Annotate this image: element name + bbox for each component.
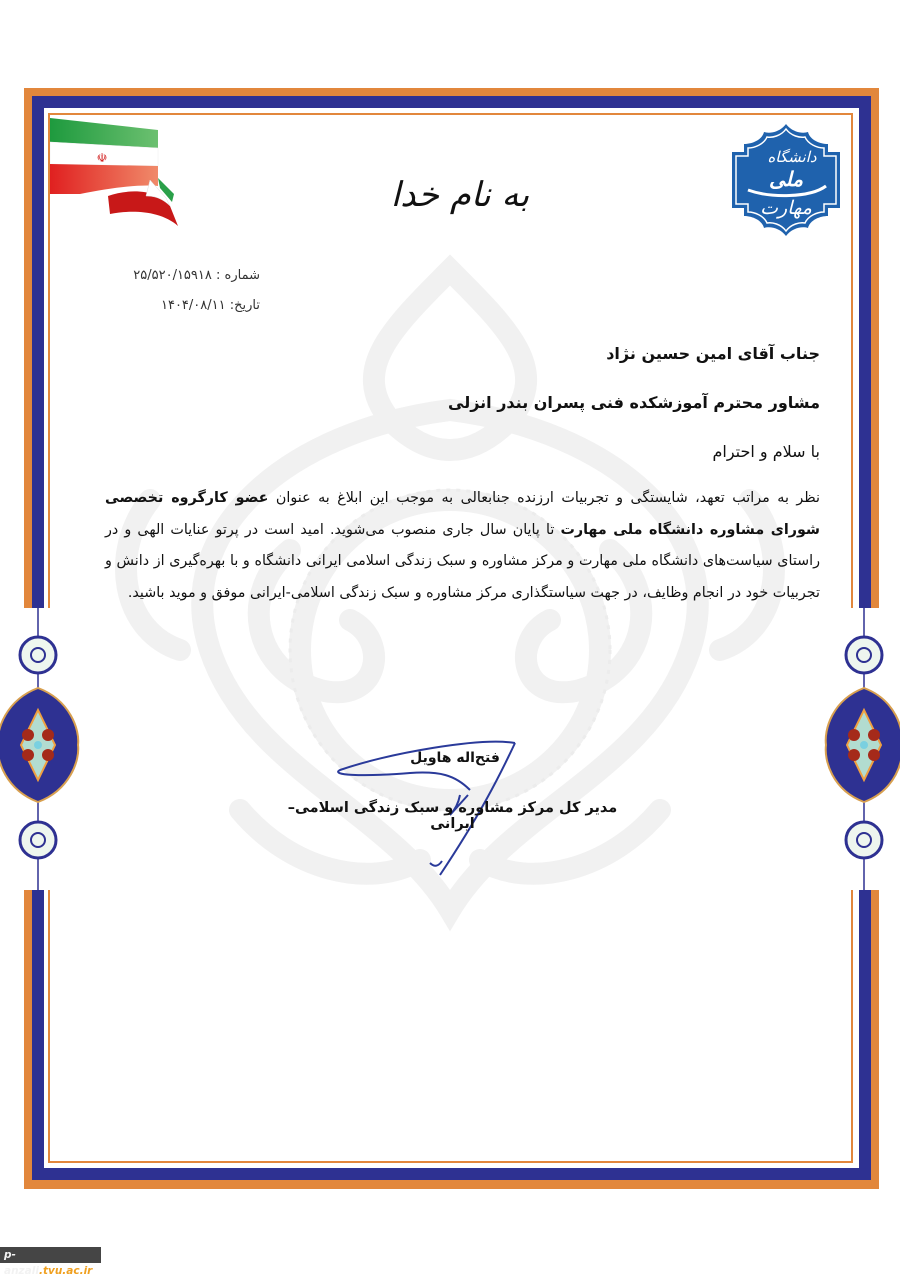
letter-date-label: تاریخ: xyxy=(229,298,260,313)
svg-text:مهارت: مهارت xyxy=(760,197,812,219)
recipient-name: جناب آقای امین حسین نژاد xyxy=(606,344,820,363)
letter-body xyxy=(105,483,820,609)
body-part-2: تا پایان سال جاری منصوب می‌شوید. امید است در پرتو عنایات الهی و در راستای سیاست‌های دانشگاه ملی مهارت و مرکز مشاوره و سبک زندگی اسلامی ایرانی دانشگاه و با بهره‌گیری از دانش و تجربیات خود در انجام وظایف، در جهت سیاستگذاری مرکز مشاوره و سبک زندگی اسلامی-ایرانی موفق و موید باشید. xyxy=(105,521,820,601)
svg-text:دانشگاه: دانشگاه xyxy=(767,148,817,166)
greeting: با سلام و احترام xyxy=(712,442,820,461)
letter-number-value: ۲۵/۵۲۰/۱۵۹۱۸ xyxy=(133,268,212,283)
recipient-title: مشاور محترم آموزشکده فنی پسران بندر انزلی xyxy=(448,393,820,412)
iran-flag-icon xyxy=(50,118,180,236)
body-part-1: نظر به مراتب تعهد، شایستگی و تجربیات ارزنده جنابعالی به موجب این ابلاغ به عنوان xyxy=(268,490,821,506)
svg-text:☫: ☫ xyxy=(96,151,108,165)
signatory-title: مدیر کل مرکز مشاوره و سبک زندگی اسلامی– ایرانی xyxy=(287,800,618,832)
site-url-part2: .tvu.ac.ir xyxy=(38,1265,93,1277)
letter-number-label: شماره : xyxy=(216,268,260,283)
signatory-name: فتح‌اله هاویل xyxy=(410,750,500,766)
letter-date-value: ۱۴۰۴/۰۸/۱۱ xyxy=(160,298,226,313)
university-logo-icon xyxy=(730,122,842,238)
site-url-part1: p-anzali xyxy=(4,1249,39,1277)
site-url-badge xyxy=(0,1247,101,1277)
letter-number xyxy=(110,268,260,283)
body-bold-appointment: عضو کارگروه تخصصی شورای مشاوره دانشگاه ملی مهارت xyxy=(105,490,820,538)
letter-content xyxy=(105,340,820,609)
letter-date xyxy=(110,298,260,313)
left-arabesque-ornament-icon xyxy=(0,600,80,890)
svg-text:ملی: ملی xyxy=(768,167,804,191)
right-arabesque-ornament-icon xyxy=(822,600,900,890)
document-heading: به نام خدا xyxy=(390,175,530,215)
